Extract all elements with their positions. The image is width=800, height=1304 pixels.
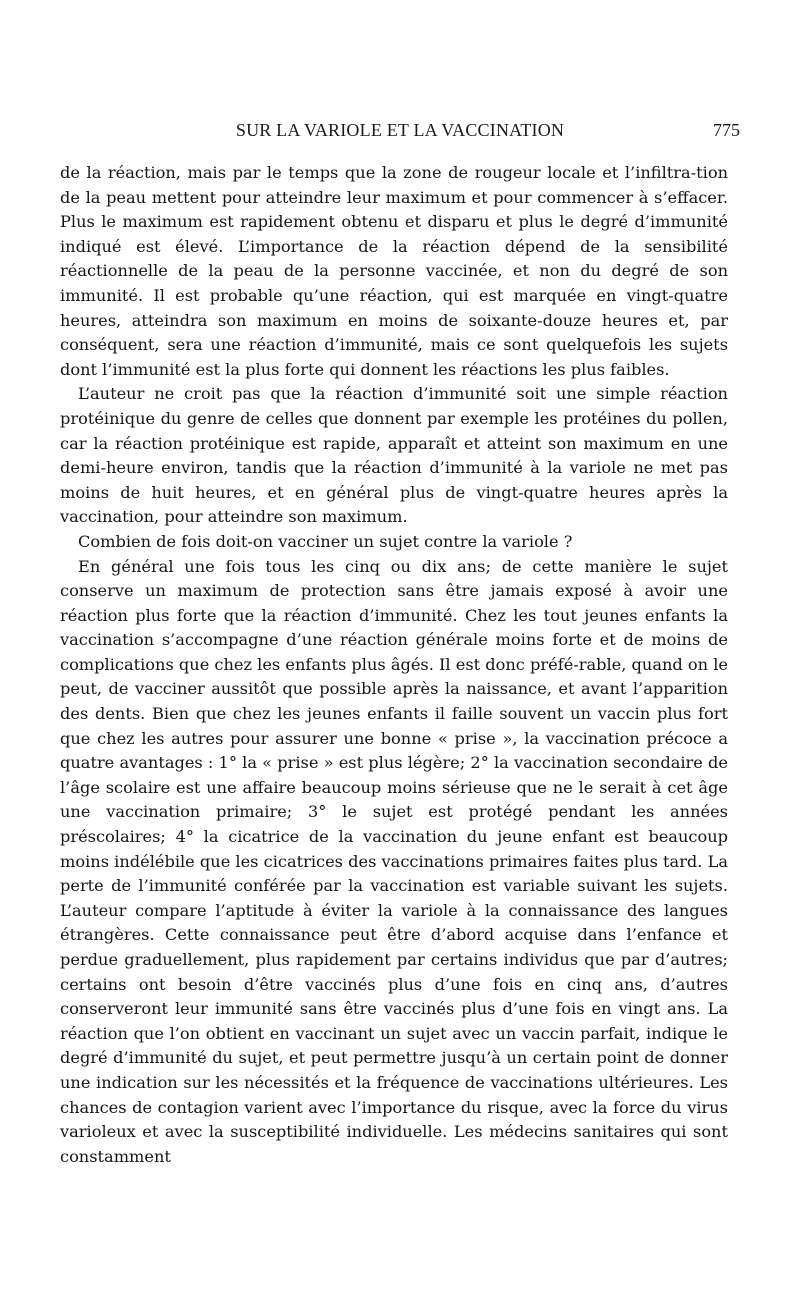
paragraph-question: Combien de fois doit-on vacciner un sujet contre la variole ? (78, 531, 573, 551)
running-title: SUR LA VARIOLE ET LA VACCINATION (235, 120, 565, 140)
paragraph: En général une fois tous les cinq ou dix ans; de cette manière le sujet conserve un maximum de protection sans être jamais exposé à avoir une réaction plus forte que la réaction d’immunité. Chez les tout jeunes enfants la vaccination s’accompagne d’une réaction générale moins forte et de moins de complications que chez les enfants plus âgés. Il est donc préfé-rable, quand on le peut, de vacciner aussitôt que possible après la naissance, et avant l’apparition des dents. Bien que chez les jeunes enfants il faille souvent un vaccin plus fort que chez les autres pour assurer une bonne « prise », la vaccination précoce a quatre avantages : 1° la « prise » est plus légère; 2° la vaccination secondaire de l’âge scolaire est une affaire beaucoup moins sérieuse que ne le serait à cet âge une vaccination primaire; 3° le sujet est protégé pendant les années préscolaires; 4° la cicatrice de la vaccination du jeune enfant est beaucoup moins indélébile que les cicatrices des vaccinations primaires faites plus tard. La perte de l’immunité conférée par la vaccination est variable suivant les sujets. L’auteur compare l’aptitude à éviter la variole à la connaissance des langues étrangères. Cette connaissance peut être d’abord acquise dans l’enfance et perdue graduellement, plus rapidement par certains individus que par d’autres; certains ont besoin d’être vaccinés plus d’une fois en cinq ans, d’autres conserveront leur immunité sans être vaccinés plus d’une fois en vingt ans. La réaction que l’on obtient en vaccinant un sujet avec un vaccin parfait, indique le degré d’immunité du sujet, et peut permettre jusqu’à un certain point de donner une indication sur les nécessités et la fréquence de vaccinations ultérieures. Les chances de contagion varient avec l’importance du risque, avec la force du virus varioleux et avec la susceptibilité individuelle. Les médecins sanitaires qui sont constamment (60, 556, 728, 1166)
paragraph: L’auteur ne croit pas que la réaction d’immunité soit une simple réaction protéinique du genre de celles que donnent par exemple les protéines du pollen, car la réaction protéinique est rapide, apparaît et atteint son maximum en une demi-heure environ, tandis que la réaction d’immunité à la variole ne met pas moins de huit heures, et en général plus de vingt-quatre heures après la vaccination, pour atteindre son maximum. (60, 384, 728, 527)
page-number: 775 (713, 120, 740, 140)
body-text (60, 161, 728, 1169)
paragraph-continued: de la réaction, mais par le temps que la zone de rougeur locale et l’infiltra-tion de la peau mettent pour atteindre leur maximum et pour commencer à s’effacer. Plus le maximum est rapidement obtenu et disparu et plus le degré d’immunité indiqué est élevé. L’importance de la réaction dépend de la sensibilité réactionnelle de la peau de la personne vaccinée, et non du degré de son immunité. Il est probable qu’une réaction, qui est marquée en vingt-quatre heures, atteindra son maximum en moins de soixante-douze heures et, par conséquent, sera une réaction d’immunité, mais ce sont quelquefois les sujets dont l’immunité est la plus forte qui donnent les réactions les plus faibles. (60, 163, 728, 379)
running-head (60, 120, 740, 146)
